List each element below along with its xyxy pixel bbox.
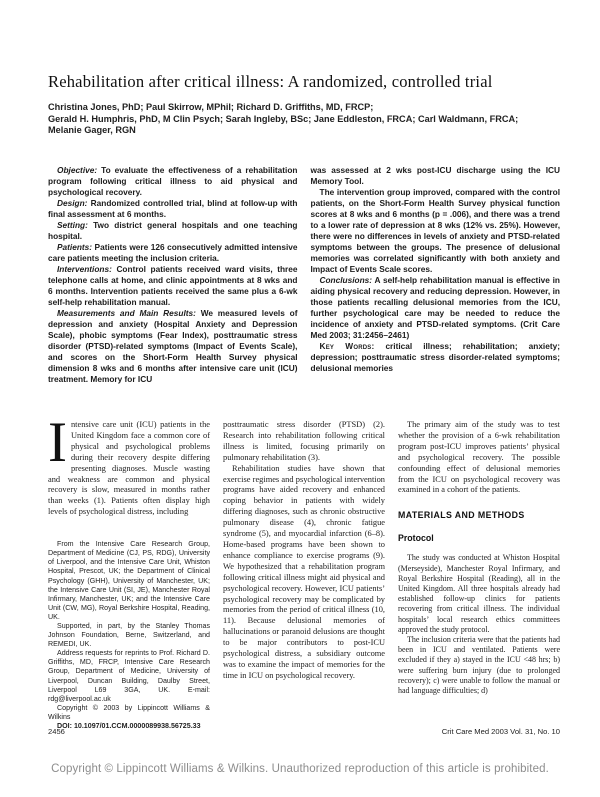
abstract-column-left xyxy=(48,165,298,385)
abstract-paragraph xyxy=(48,165,298,198)
abstract-section xyxy=(48,165,560,385)
methods-paragraph: The study was conducted at Whiston Hospital (Merseyside), Manchester Royal Infirmary, and Royal Berkshire Hospital (Reading), all in the United Kingdom. All three hospitals already had established follow-up clinics for patients recovering from critical illness. The individual hospitals’ local research ethics committees approved the study protocol. xyxy=(398,553,560,634)
footnote-affiliations: From the Intensive Care Research Group, Department of Medicine (CJ, PS, RDG), University of Liverpool, and the Intensive Care Unit, Whiston Hospital, Prescot, UK; the Department of Clinical Psychology (GHH), University of Manchester, UK; the Intensive Care Unit (SI, JE), Manchester Royal Infirmary, Manchester, UK; and the Intensive Care Unit (CW, MG), Royal Berkshire Hospital, Reading, UK. xyxy=(48,540,210,621)
abstract-column-right xyxy=(311,165,561,385)
authors-block xyxy=(48,102,560,137)
abstract-text: We measured levels of depression and anxiety (Hospital Anxiety and Depression Scale), phobic symptoms (Fear Index), posttraumatic stress disorder (PTSD)-related symptoms (Impact of Events Scale), and scores on the Short-Form Health Survey physical dimension 8 wks and 6 months after intensive care unit (ICU) treatment. Memory for ICU xyxy=(48,308,298,384)
abstract-label: Interventions: xyxy=(57,264,112,274)
footnote-block xyxy=(48,540,210,731)
abstract-text: The intervention group improved, compared with the control patients, on the Short-Form Health Survey physical function scores at 8 wks and 6 months (p = .006), and there was a trend to a lower rate of depression at 8 wks (12% vs. 25%). However, there were no differences in levels of anxiety and PTSD-related symptoms between the groups. The presence of delusional memories was correlated significantly with both anxiety and Impact of Events Scale scores. xyxy=(310,187,560,274)
keywords-text: critical illness; rehabilitation; anxiety; depression; posttraumatic stress disorder-related symptoms; delusional memories xyxy=(310,341,560,373)
body-paragraph: Rehabilitation studies have shown that exercise regimes and psychological intervention programs have aided recovery and enhanced coping behavior in patients with widely differing diagnoses, such as chronic obstructive pulmonary disease (4), chronic fatigue syndrome (5), and myocardial infarction (6–8). Home-based programs have been shown to enhance compliance to exercise programs (9). We hypothesized that a rehabilitation program following critical illness might aid physical and psychological recovery. However, ICU patients’ psychological recovery may be complicated by memories from the period of critical illness (10, 11). Because delusional memories of hallucinations or paranoid delusions are thought to be major contributors to post-ICU psychological distress, a subsidiary outcome was to examine the impact of memories for the time in ICU on psychological recovery. xyxy=(223,463,385,680)
methods-paragraph: The inclusion criteria were that the patients had been in ICU and ventilated. Patients were excluded if they a) stayed in the ICU <48 hrs; b) were suffering burn injury (due to prolonged recovery); c) were unable to follow the manual or had language difficulties; d) xyxy=(398,634,560,695)
abstract-text: Randomized controlled trial, blind at follow-up with final assessment at 6 months. xyxy=(48,198,298,219)
abstract-paragraph xyxy=(48,242,298,264)
keywords-label: Key Words: xyxy=(319,341,375,351)
footnote-support: Supported, in part, by the Stanley Thomas Johnson Foundation, Berne, Switzerland, and REMEDI, UK. xyxy=(48,622,210,649)
abstract-text: was assessed at 2 wks post-ICU discharge using the ICU Memory Tool. xyxy=(310,165,560,186)
keywords-paragraph xyxy=(311,341,561,374)
abstract-text: A self-help rehabilitation manual is effective in aiding physical recovery and reducing depression. However, in those patients recalling delusional memories from the ICU, further psychological care may be needed to reduce the incidence of anxiety and PTSD-related symptoms. (Crit Care Med 2003; 31:2456–2461) xyxy=(310,275,560,340)
abstract-label: Measurements and Main Results: xyxy=(57,308,196,318)
copyright-notice: Copyright © Lippincott Williams & Wilkins. Unauthorized reproduction of this article is prohibited. xyxy=(51,763,549,775)
page-footer xyxy=(48,727,560,736)
abstract-label: Patients: xyxy=(57,242,93,252)
abstract-text: Two district general hospitals and one teaching hospital. xyxy=(48,220,298,241)
body-column-2 xyxy=(223,420,385,731)
author-line: Christina Jones, PhD; Paul Skirrow, MPhil; Richard D. Griffiths, MD, FRCP; xyxy=(48,102,374,112)
page-title: Rehabilitation after critical illness: A randomized, controlled trial xyxy=(48,72,493,91)
body-paragraph: posttraumatic stress disorder (PTSD) (2). Research into rehabilitation following critical illness is limited, focusing primarily on pulmonary rehabilitation (3). xyxy=(223,420,385,462)
abstract-paragraph xyxy=(48,308,298,385)
section-heading-materials-methods: MATERIALS AND METHODS xyxy=(398,510,525,521)
abstract-paragraph xyxy=(48,220,298,242)
dropcap: I xyxy=(48,411,67,474)
body-section xyxy=(48,411,560,731)
abstract-text: Patients were 126 consecutively admitted intensive care patients meeting the inclusion criteria. xyxy=(48,242,298,263)
journal-citation: Crit Care Med 2003 Vol. 31, No. 10 xyxy=(441,727,560,736)
author-line: Melanie Gager, RGN xyxy=(48,125,136,136)
footnote-copyright: Copyright © 2003 by Lippincott Williams & Wilkins xyxy=(48,703,210,721)
abstract-paragraph xyxy=(311,187,561,275)
intro-paragraph xyxy=(48,411,210,518)
abstract-label: Objective: xyxy=(57,165,98,175)
footnote-reprints: Address requests for reprints to Prof. Richard D. Griffiths, MD, FRCP, Intensive Care Research Group, Department of Medicine, University of Liverpool, Duncan Building, Daulby Street, Liverpool L69 3GA, UK. E-mail: rdg@liverpool.ac.uk xyxy=(48,649,210,703)
body-paragraph: The primary aim of the study was to test whether the provision of a 6-wk rehabilitation program post-ICU improves patients’ physical and psychological recovery. The possible confounding effect of delusional memories from the ICU on psychological recovery was examined in a cohort of the patients. xyxy=(398,420,560,495)
abstract-paragraph xyxy=(48,264,298,308)
abstract-label: Design: xyxy=(57,198,88,208)
subsection-heading-protocol: Protocol xyxy=(398,533,434,544)
abstract-paragraph xyxy=(48,198,298,220)
abstract-text: Control patients received ward visits, three telephone calls at home, and clinic appointments at 8 wks and 6 months. Intervention patients received the same plus a 6-wk self-help rehabilitation manual. xyxy=(48,264,298,307)
footnote-doi: DOI: 10.1097/01.CCM.0000089938.56725.33 xyxy=(57,722,201,731)
abstract-paragraph xyxy=(311,165,561,187)
body-column-1 xyxy=(48,411,210,731)
author-line: Gerald H. Humphris, PhD, M Clin Psych; Sarah Ingleby, BSc; Jane Eddleston, FRCA; Carl Waldmann, FRCA; xyxy=(48,113,519,124)
abstract-label: Setting: xyxy=(57,220,88,230)
body-column-3 xyxy=(398,420,560,731)
abstract-paragraph xyxy=(311,275,561,341)
abstract-label: Conclusions: xyxy=(319,275,373,285)
abstract-text: To evaluate the effectiveness of a rehabilitation program following critical illness to aid physical and psychological recovery. xyxy=(48,165,298,197)
intro-text: ntensive care unit (ICU) patients in the United Kingdom face a common core of physical and psychological problems during their recovery despite differing presenting diagnoses. Muscle wasting and weakness are common and physical recovery is slow, measured in months rather than weeks (1). Patients often display high levels of psychological distress, including xyxy=(48,420,210,517)
page-number: 2456 xyxy=(48,727,65,736)
